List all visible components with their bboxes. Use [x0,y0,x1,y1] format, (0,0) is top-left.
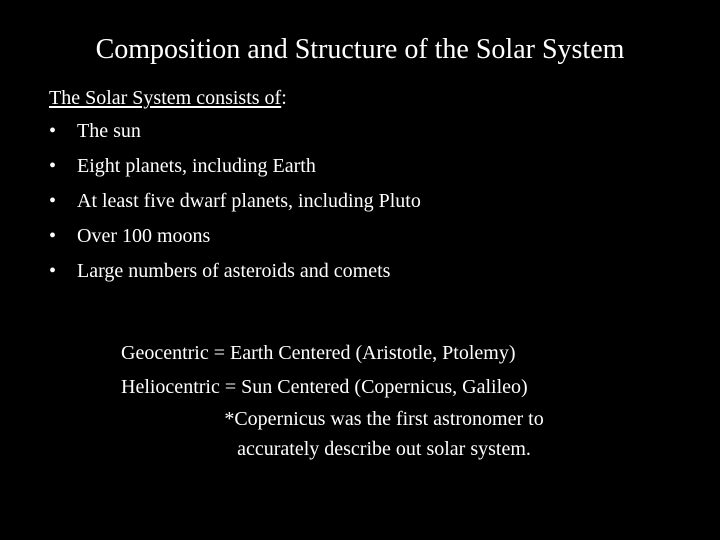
note-line: accurately describe out solar system. [237,438,531,460]
intro-colon: : [281,87,287,109]
definition-geocentric: Geocentric = Earth Centered (Aristotle, Ptolemy) [121,342,516,364]
bullet-text: The sun [77,120,141,142]
definitions [121,336,528,404]
bullet-icon: • [49,155,57,177]
bullet-text: Eight planets, including Earth [77,155,316,177]
intro-text: The Solar System consists of [49,87,282,109]
copernicus-note [184,404,584,464]
slide-title: Composition and Structure of the Solar System [95,34,625,65]
bullet-icon: • [49,225,57,247]
bullet-icon: • [49,260,57,282]
bullet-icon: • [49,190,57,212]
bullet-icon: • [49,120,57,142]
bullet-text: Large numbers of asteroids and comets [77,260,391,282]
intro-line [49,84,287,112]
definition-heliocentric: Heliocentric = Sun Centered (Copernicus, Galileo) [121,376,528,398]
bullet-text: Over 100 moons [77,225,211,247]
note-line: *Copernicus was the first astronomer to [224,408,544,430]
bullet-text: At least five dwarf planets, including Pluto [77,190,421,212]
